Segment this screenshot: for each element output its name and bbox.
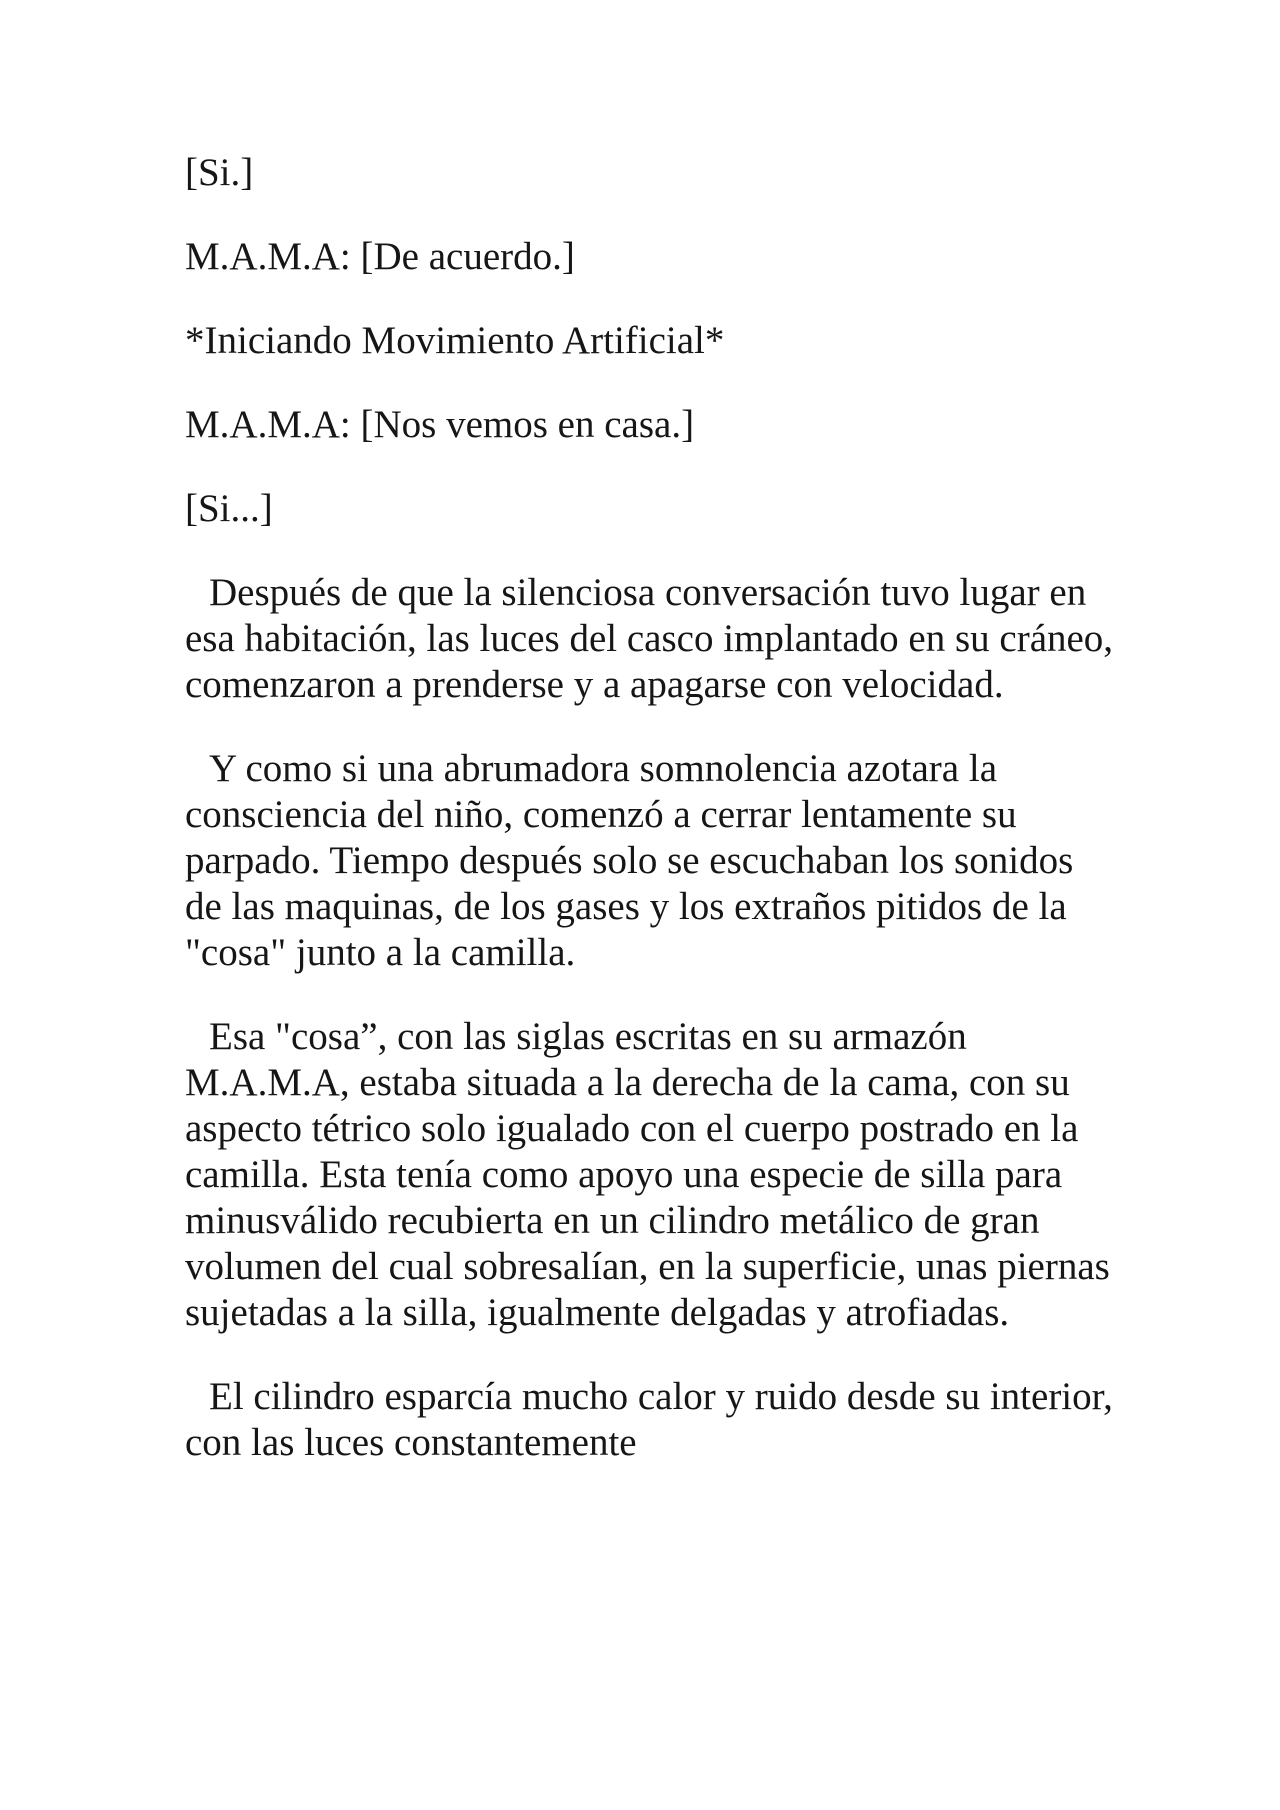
body-paragraph: Y como si una abrumadora somnolencia azotara la consciencia del niño, comenzó a cerrar lentamente su parpado. Tiempo después solo se escuchaban los sonidos de las maquinas, de los gases y los extraños pitidos de la "cosa" junto a la camilla. bbox=[185, 747, 1074, 974]
page-body bbox=[185, 150, 1115, 1466]
dialogue-line: M.A.M.A: [Nos vemos en casa.] bbox=[185, 403, 695, 446]
body-paragraph: Esa "cosa”, con las siglas escritas en su armazón M.A.M.A, estaba situada a la derecha de la cama, con su aspecto tétrico solo igualado con el cuerpo postrado en la camilla. Esta tenía como apoyo una especie de silla para minusválido recubierta en un cilindro metálico de gran volumen del cual sobresalían, en la superficie, unas piernas sujetadas a la silla, igualmente delgadas y atrofiadas. bbox=[185, 1015, 1110, 1334]
body-paragraph: El cilindro esparcía mucho calor y ruido desde su interior, con las luces constantemente bbox=[185, 1375, 1113, 1464]
dialogue-line: M.A.M.A: [De acuerdo.] bbox=[185, 235, 575, 278]
dialogue-line: *Iniciando Movimiento Artificial* bbox=[185, 319, 725, 362]
dialogue-line: [Si...] bbox=[185, 487, 273, 530]
dialogue-line: [Si.] bbox=[185, 151, 254, 194]
body-paragraph: Después de que la silenciosa conversación tuvo lugar en esa habitación, las luces del casco implantado en su cráneo, comenzaron a prenderse y a apagarse con velocidad. bbox=[185, 571, 1114, 706]
